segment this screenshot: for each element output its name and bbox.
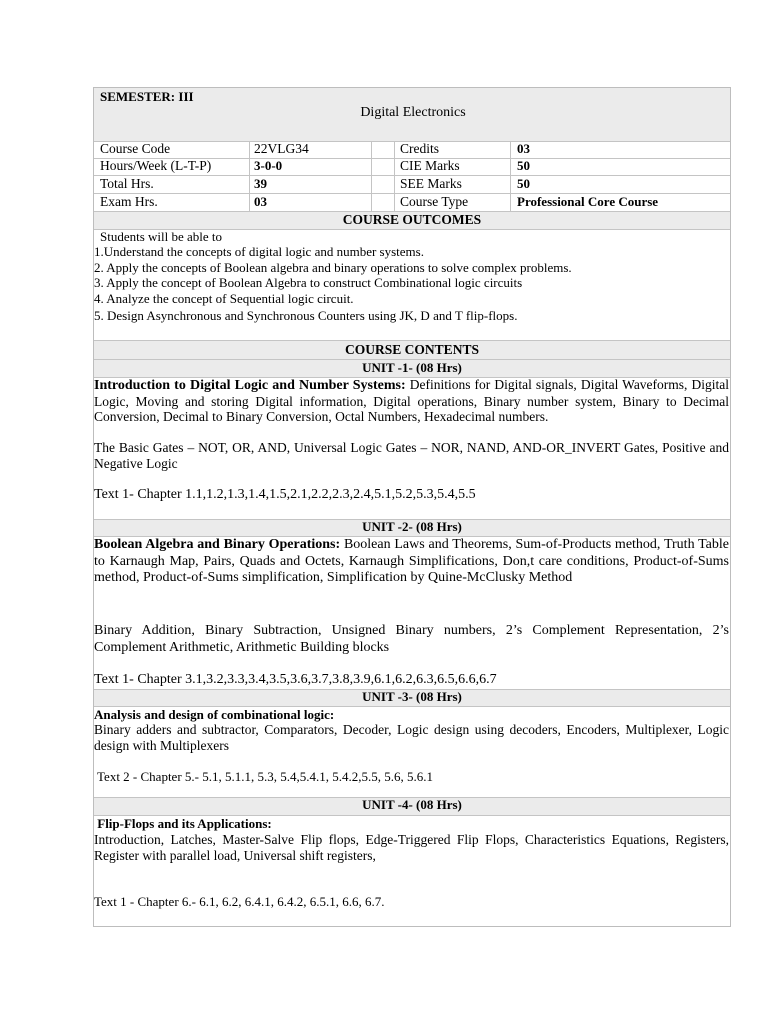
unit4-title: UNIT -4- (08 Hrs) — [362, 797, 462, 812]
unit3-desc: Binary adders and subtractor, Comparators, Decoder, Logic design using decoders, Encoders, Multiplexer, Logic design with Multiplexers — [94, 722, 729, 753]
unit2-paragraph1 — [94, 537, 729, 587]
info-value-4b: Professional Core Course — [517, 194, 659, 209]
info-label-1b: Credits — [400, 141, 439, 156]
info-value-3b: 50 — [517, 176, 530, 191]
unit1-desc: Definitions for Digital signals, Digital Waveforms, Digital Logic, Moving and storing Digital information, Digital operations, Binary number system, Binary to Decimal Conversion, Decimal to Binary Conversion, Octal Numbers, Hexadecimal numbers. — [94, 377, 729, 424]
info-value-2a: 3-0-0 — [254, 158, 283, 173]
semester-label: SEMESTER: III — [100, 89, 194, 104]
info-label-3a: Total Hrs. — [100, 176, 154, 191]
info-label-3b: SEE Marks — [400, 176, 462, 191]
unit3-reference: Text 2 - Chapter 5.- 5.1, 5.1.1, 5.3, 5.4,5.4.1, 5.4.2,5.5, 5.6, 5.6.1 — [94, 769, 433, 784]
outcome-item-3: 3. Apply the concept of Boolean Algebra to construct Combinational logic circuits — [94, 275, 523, 290]
unit2-desc: Boolean Laws and Theorems, Sum-of-Products method, Truth Table to Karnaugh Map, Pairs, Quads and Octets, Karnaugh Simplifications, Don,t care conditions, Product-of-Sums method, Product-of-Sums simplification, Simplification by Quine-McClusky Method — [94, 537, 729, 586]
unit4-reference: Text 1 - Chapter 6.- 6.1, 6.2, 6.4.1, 6.4.2, 6.5.1, 6.6, 6.7. — [94, 894, 385, 909]
unit1-paragraph2: The Basic Gates – NOT, OR, AND, Universal Logic Gates – NOR, NAND, AND-OR_INVERT Gates, Positive and Negative Logic — [94, 440, 729, 471]
outcome-item-2: 2. Apply the concepts of Boolean algebra and binary operations to solve complex problems. — [94, 260, 572, 275]
outcome-item-5: 5. Design Asynchronous and Synchronous Counters using JK, D and T flip-flops. — [94, 308, 518, 323]
info-value-2b: 50 — [517, 158, 530, 173]
unit3-title: UNIT -3- (08 Hrs) — [362, 689, 462, 704]
info-label-4b: Course Type — [400, 194, 469, 209]
unit2-topic: Boolean Algebra and Binary Operations: — [94, 537, 341, 552]
unit2-paragraph2: Binary Addition, Binary Subtraction, Unsigned Binary numbers, 2’s Complement Representation, 2’s Complement Arithmetic, Arithmetic Building blocks — [94, 623, 729, 655]
outcome-item-4: 4. Analyze the concept of Sequential logic circuit. — [94, 291, 354, 306]
info-label-2a: Hours/Week (L-T-P) — [100, 158, 212, 173]
unit4-desc: Introduction, Latches, Master-Salve Flip flops, Edge-Triggered Flip Flops, Characteristics Equations, Registers, Register with parallel load, Universal shift registers, — [94, 832, 729, 863]
info-label-1a: Course Code — [100, 141, 171, 156]
contents-heading: COURSE CONTENTS — [345, 342, 479, 357]
unit1-paragraph1 — [94, 377, 729, 425]
info-label-4a: Exam Hrs. — [100, 194, 158, 209]
outcome-item-1: 1.Understand the concepts of digital logic and number systems. — [94, 244, 424, 259]
unit2-title: UNIT -2- (08 Hrs) — [362, 519, 462, 534]
unit4-topic: Flip-Flops and its Applications: — [94, 816, 272, 831]
info-value-1b: 03 — [517, 141, 530, 156]
outcomes-heading: COURSE OUTCOMES — [342, 212, 482, 227]
info-value-3a: 39 — [254, 176, 267, 191]
info-value-4a: 03 — [254, 194, 267, 209]
unit2-reference: Text 1- Chapter 3.1,3.2,3.3,3.4,3.5,3.6,3.7,3.8,3.9,6.1,6.2,6.3,6.5,6.6,6.7 — [94, 672, 497, 687]
info-label-2b: CIE Marks — [400, 158, 460, 173]
syllabus-sheet — [93, 87, 731, 927]
unit3-topic: Analysis and design of combinational logic: — [94, 707, 335, 722]
course-title: Digital Electronics — [360, 105, 466, 120]
unit1-reference: Text 1- Chapter 1.1,1.2,1.3,1.4,1.5,2.1,2.2,2.3,2.4,5.1,5.2,5.3,5.4,5.5 — [94, 487, 476, 502]
unit1-topic: Introduction to Digital Logic and Number Systems: — [94, 378, 406, 393]
unit1-title: UNIT -1- (08 Hrs) — [362, 360, 462, 375]
outcomes-intro: Students will be able to — [100, 229, 223, 244]
info-value-1a: 22VLG34 — [254, 141, 309, 156]
